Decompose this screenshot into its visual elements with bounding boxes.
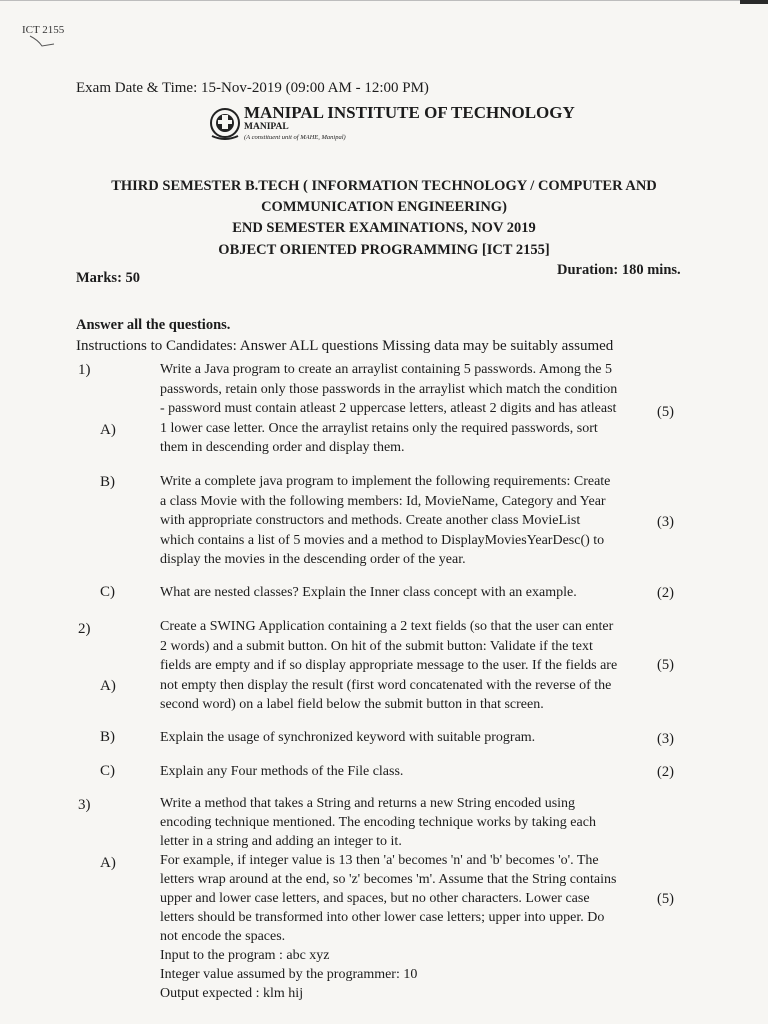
question-line: with appropriate constructors and methods. Create another class MovieList xyxy=(160,513,581,528)
question-line: Create a SWING Application containing a 2 text fields (so that the user can enter xyxy=(160,619,614,634)
part-label: B) xyxy=(100,474,115,490)
question-line: letters wrap around at the end, so 'z' becomes 'm'. Assume that the String contains xyxy=(160,872,617,887)
question-line: second word) on a label field below the submit button in that screen. xyxy=(160,697,544,712)
question-number: 3) xyxy=(78,797,91,813)
question-line: Write a Java program to create an arraylist containing 5 passwords. Among the 5 xyxy=(160,362,612,377)
question-line: fields are empty and if so display appropriate message to the user. If the fields are xyxy=(160,658,618,673)
question-marks: (2) xyxy=(657,764,674,780)
institute-name: MANIPAL INSTITUTE OF TECHNOLOGY xyxy=(244,103,575,122)
instructions-text: Instructions to Candidates: Answer ALL questions Missing data may be suitably assumed xyxy=(76,338,614,354)
question-number: 2) xyxy=(78,621,91,637)
question-line: not encode the spaces. xyxy=(160,929,286,944)
question-line: Integer value assumed by the programmer: 10 xyxy=(160,967,418,982)
instructions-heading: Answer all the questions. xyxy=(76,317,231,333)
question-text xyxy=(160,472,660,570)
exam-title-line-1: THIRD SEMESTER B.TECH ( INFORMATION TECHNOLOGY / COMPUTER AND xyxy=(111,178,657,194)
question-line: which contains a list of 5 movies and a method to DisplayMoviesYearDesc() to xyxy=(160,532,605,548)
question-line: passwords, retain only those passwords in the arraylist which match the condition xyxy=(160,381,618,397)
part-label: C) xyxy=(100,763,115,779)
paper-code: ICT 2155 xyxy=(22,24,65,36)
exam-duration: Duration: 180 mins. xyxy=(557,262,681,278)
institute-unit: (A constituent unit of MAHE, Manipal) xyxy=(244,134,346,141)
question-text xyxy=(160,728,660,748)
question-marks: (2) xyxy=(657,585,674,601)
question-line: 2 words) and a submit button. On hit of the submit button: Validate if the text xyxy=(160,638,593,654)
question-text xyxy=(160,583,660,603)
total-marks: Marks: 50 xyxy=(76,270,141,286)
question-line: Output expected : klm hij xyxy=(160,986,304,1001)
part-label: A) xyxy=(100,855,116,871)
question-line: letters should be transformed into other lower case letters; upper into upper. Do xyxy=(160,910,605,925)
question-line: Write a complete java program to implement the following requirements: Create xyxy=(160,474,611,489)
scan-corner-mark xyxy=(740,0,768,4)
question-line: not empty then display the result (first word concatenated with the reverse of the xyxy=(160,677,612,693)
question-text xyxy=(160,360,660,458)
institute-city: MANIPAL xyxy=(244,122,289,132)
question-line: 1 lower case letter. Once the arraylist retains only the required passwords, sort xyxy=(160,420,598,436)
question-line: letter in a string and adding an integer to it. xyxy=(160,834,402,849)
question-line: Write a method that takes a String and returns a new String encoded using xyxy=(160,796,576,811)
question-text xyxy=(160,617,660,715)
institute-logo-icon xyxy=(208,106,242,140)
question-line: - password must contain atleast 2 uppercase letters, atleast 2 digits and has atleast xyxy=(160,401,617,416)
question-line: Explain any Four methods of the File class. xyxy=(160,764,404,779)
question-line: Explain the usage of synchronized keyword with suitable program. xyxy=(160,730,536,745)
question-text xyxy=(160,762,660,782)
question-number: 1) xyxy=(78,362,91,378)
part-label: A) xyxy=(100,422,116,438)
question-line: For example, if integer value is 13 then 'a' becomes 'n' and 'b' becomes 'o'. The xyxy=(160,853,599,868)
exam-title-line-3: END SEMESTER EXAMINATIONS, NOV 2019 xyxy=(232,220,536,236)
pen-scribble-icon xyxy=(28,34,58,48)
part-label: B) xyxy=(100,729,115,745)
question-line: Input to the program : abc xyz xyxy=(160,948,330,963)
question-line: encoding technique mentioned. The encoding technique works by taking each xyxy=(160,815,596,830)
part-label: A) xyxy=(100,678,116,694)
question-marks: (5) xyxy=(657,891,674,907)
question-line: upper and lower case letters, and spaces, but no other characters. Lower case xyxy=(160,891,590,906)
question-marks: (5) xyxy=(657,657,674,673)
question-marks: (3) xyxy=(657,731,674,747)
exam-date-time: Exam Date & Time: 15-Nov-2019 (09:00 AM - 12:00 PM) xyxy=(76,80,429,96)
question-marks: (5) xyxy=(657,404,674,420)
question-marks: (3) xyxy=(657,514,674,530)
exam-title-line-2: COMMUNICATION ENGINEERING) xyxy=(261,199,507,215)
question-line: What are nested classes? Explain the Inner class concept with an example. xyxy=(160,585,577,600)
question-line: them in descending order and display them. xyxy=(160,440,405,455)
question-line: display the movies in the descending order of the year. xyxy=(160,552,466,567)
question-line: a class Movie with the following members: Id, MovieName, Category and Year xyxy=(160,493,606,509)
part-label: C) xyxy=(100,584,115,600)
question-text xyxy=(160,794,660,1003)
scan-edge-line xyxy=(0,0,768,1)
exam-title-line-4: OBJECT ORIENTED PROGRAMMING [ICT 2155] xyxy=(218,242,550,258)
